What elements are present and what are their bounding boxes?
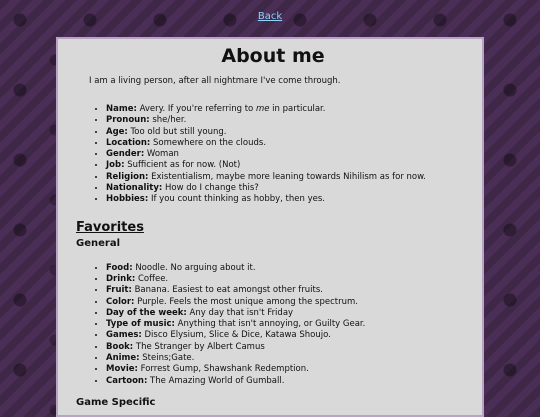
fav-item-book: • Book: The Stranger by Albert Camus <box>106 342 470 353</box>
about-item-hobbies: • Hobbies: If you count thinking as hobby, then yes. <box>106 194 470 205</box>
about-item-religion: • Religion: Existentialism, maybe more leaning towards Nihilism as for now. <box>106 172 470 183</box>
favorites-heading: Favorites <box>76 219 144 235</box>
intro-text: I am a living person, after all nightmare I've come through. <box>89 76 341 86</box>
about-item-job: • Job: Sufficient as for now. (Not) <box>106 160 470 171</box>
fav-item-day: • Day of the week: Any day that isn't Friday <box>106 308 470 319</box>
favorites-list <box>76 263 470 387</box>
fav-item-color: • Color: Purple. Feels the most unique among the spectrum. <box>106 297 470 308</box>
fav-item-movie: • Movie: Forrest Gump, Shawshank Redemption. <box>106 364 470 375</box>
game-specific-heading: Game Specific <box>76 396 156 408</box>
fav-item-games: • Games: Disco Elysium, Slice & Dice, Katawa Shoujo. <box>106 330 470 341</box>
fav-item-fruit: • Fruit: Banana. Easiest to eat amongst other fruits. <box>106 285 470 296</box>
fav-item-cartoon: • Cartoon: The Amazing World of Gumball. <box>106 376 470 387</box>
about-item-gender: • Gender: Woman <box>106 149 470 160</box>
page-title: About me <box>221 45 325 67</box>
about-item-nationality: • Nationality: How do I change this? <box>106 183 470 194</box>
fav-item-drink: • Drink: Coffee. <box>106 274 470 285</box>
fav-item-music: • Type of music: Anything that isn't annoying, or Guilty Gear. <box>106 319 470 330</box>
about-item-name: • Name: Avery. If you're referring to me in particular. <box>106 104 470 115</box>
fav-item-food: • Food: Noodle. No arguing about it. <box>106 263 470 274</box>
general-heading: General <box>76 237 120 249</box>
about-label: Name: <box>106 104 137 114</box>
about-list <box>76 104 470 206</box>
content-panel <box>56 37 484 417</box>
about-item-age: • Age: Too old but still young. <box>106 127 470 138</box>
fav-item-anime: • Anime: Steins;Gate. <box>106 353 470 364</box>
about-item-location: • Location: Somewhere on the clouds. <box>106 138 470 149</box>
back-link[interactable]: Back <box>257 11 283 22</box>
about-item-pronoun: • Pronoun: she/her. <box>106 115 470 126</box>
